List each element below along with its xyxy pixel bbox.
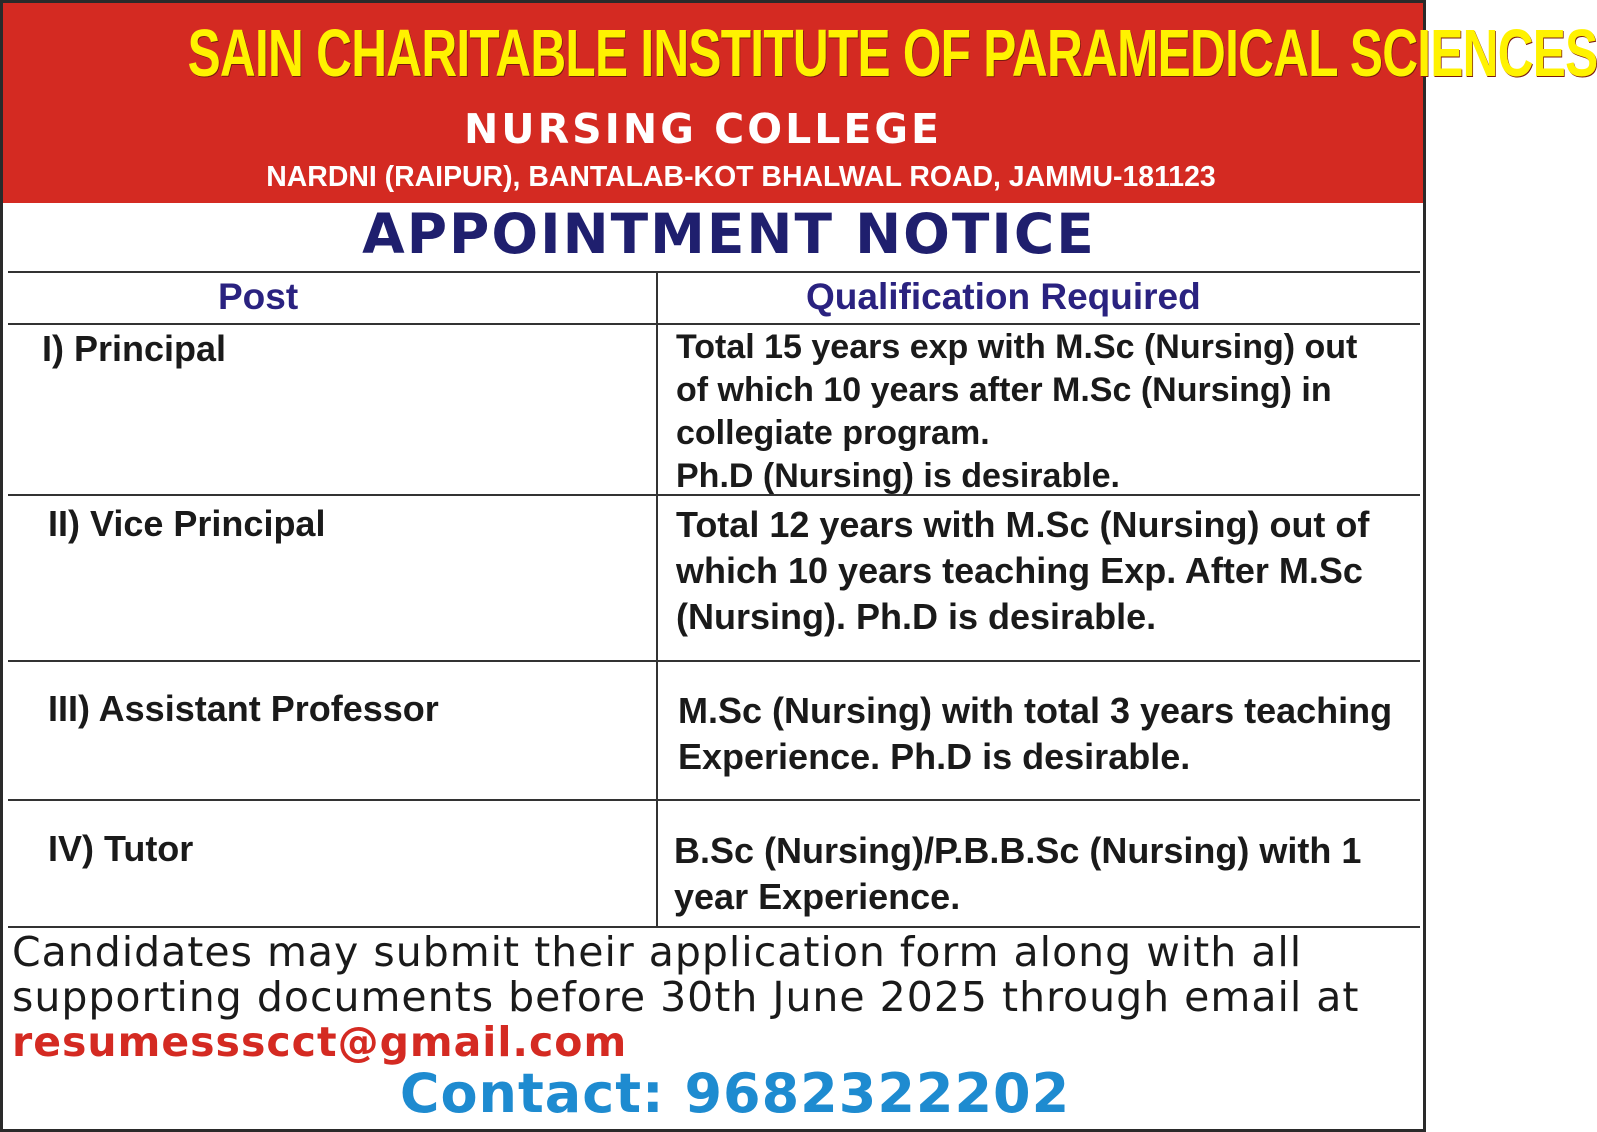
post-vice-principal: II) Vice Principal bbox=[48, 503, 326, 544]
qualification-tutor: B.Sc (Nursing)/P.B.B.Sc (Nursing) with 1 year Experience. bbox=[674, 830, 1362, 917]
table-top-border bbox=[8, 271, 1420, 273]
notice-title: APPOINTMENT NOTICE bbox=[362, 202, 1096, 266]
application-instructions bbox=[12, 930, 1412, 1065]
post-principal: I) Principal bbox=[42, 328, 227, 369]
qualification-assistant-professor: M.Sc (Nursing) with total 3 years teaching Experience. Ph.D is desirable. bbox=[678, 690, 1393, 777]
qualification-principal: Total 15 years exp with M.Sc (Nursing) out of which 10 years after M.Sc (Nursing) in collegiate program. Ph.D (Nursing) is desirable. bbox=[676, 328, 1358, 495]
application-email-link[interactable]: resumessscct@gmail.com bbox=[12, 1018, 628, 1066]
column-divider bbox=[656, 272, 658, 927]
header-row-border bbox=[8, 323, 1420, 325]
header-banner bbox=[3, 3, 1597, 203]
college-address: NARDNI (RAIPUR), BANTALAB-KOT BHALWAL ROAD, JAMMU-181123 bbox=[266, 161, 1216, 193]
row-border-3 bbox=[8, 799, 1420, 801]
institute-name: SAIN CHARITABLE INSTITUTE OF PARAMEDICAL SCIENCES bbox=[187, 16, 1597, 91]
college-name: NURSING COLLEGE bbox=[463, 105, 943, 153]
application-text: Candidates may submit their application form along with all supporting documents before 30th June 2025 through email at bbox=[12, 928, 1360, 1021]
post-column-header: Post bbox=[218, 276, 299, 317]
contact-number: Contact: 9682322202 bbox=[399, 1062, 1071, 1125]
post-tutor: IV) Tutor bbox=[48, 828, 194, 869]
post-assistant-professor: III) Assistant Professor bbox=[48, 688, 439, 729]
row-border-2 bbox=[8, 660, 1420, 662]
qualification-vice-principal: Total 12 years with M.Sc (Nursing) out of which 10 years teaching Exp. After M.Sc (Nursing). Ph.D is desirable. bbox=[676, 504, 1370, 637]
qualification-column-header: Qualification Required bbox=[806, 276, 1201, 317]
